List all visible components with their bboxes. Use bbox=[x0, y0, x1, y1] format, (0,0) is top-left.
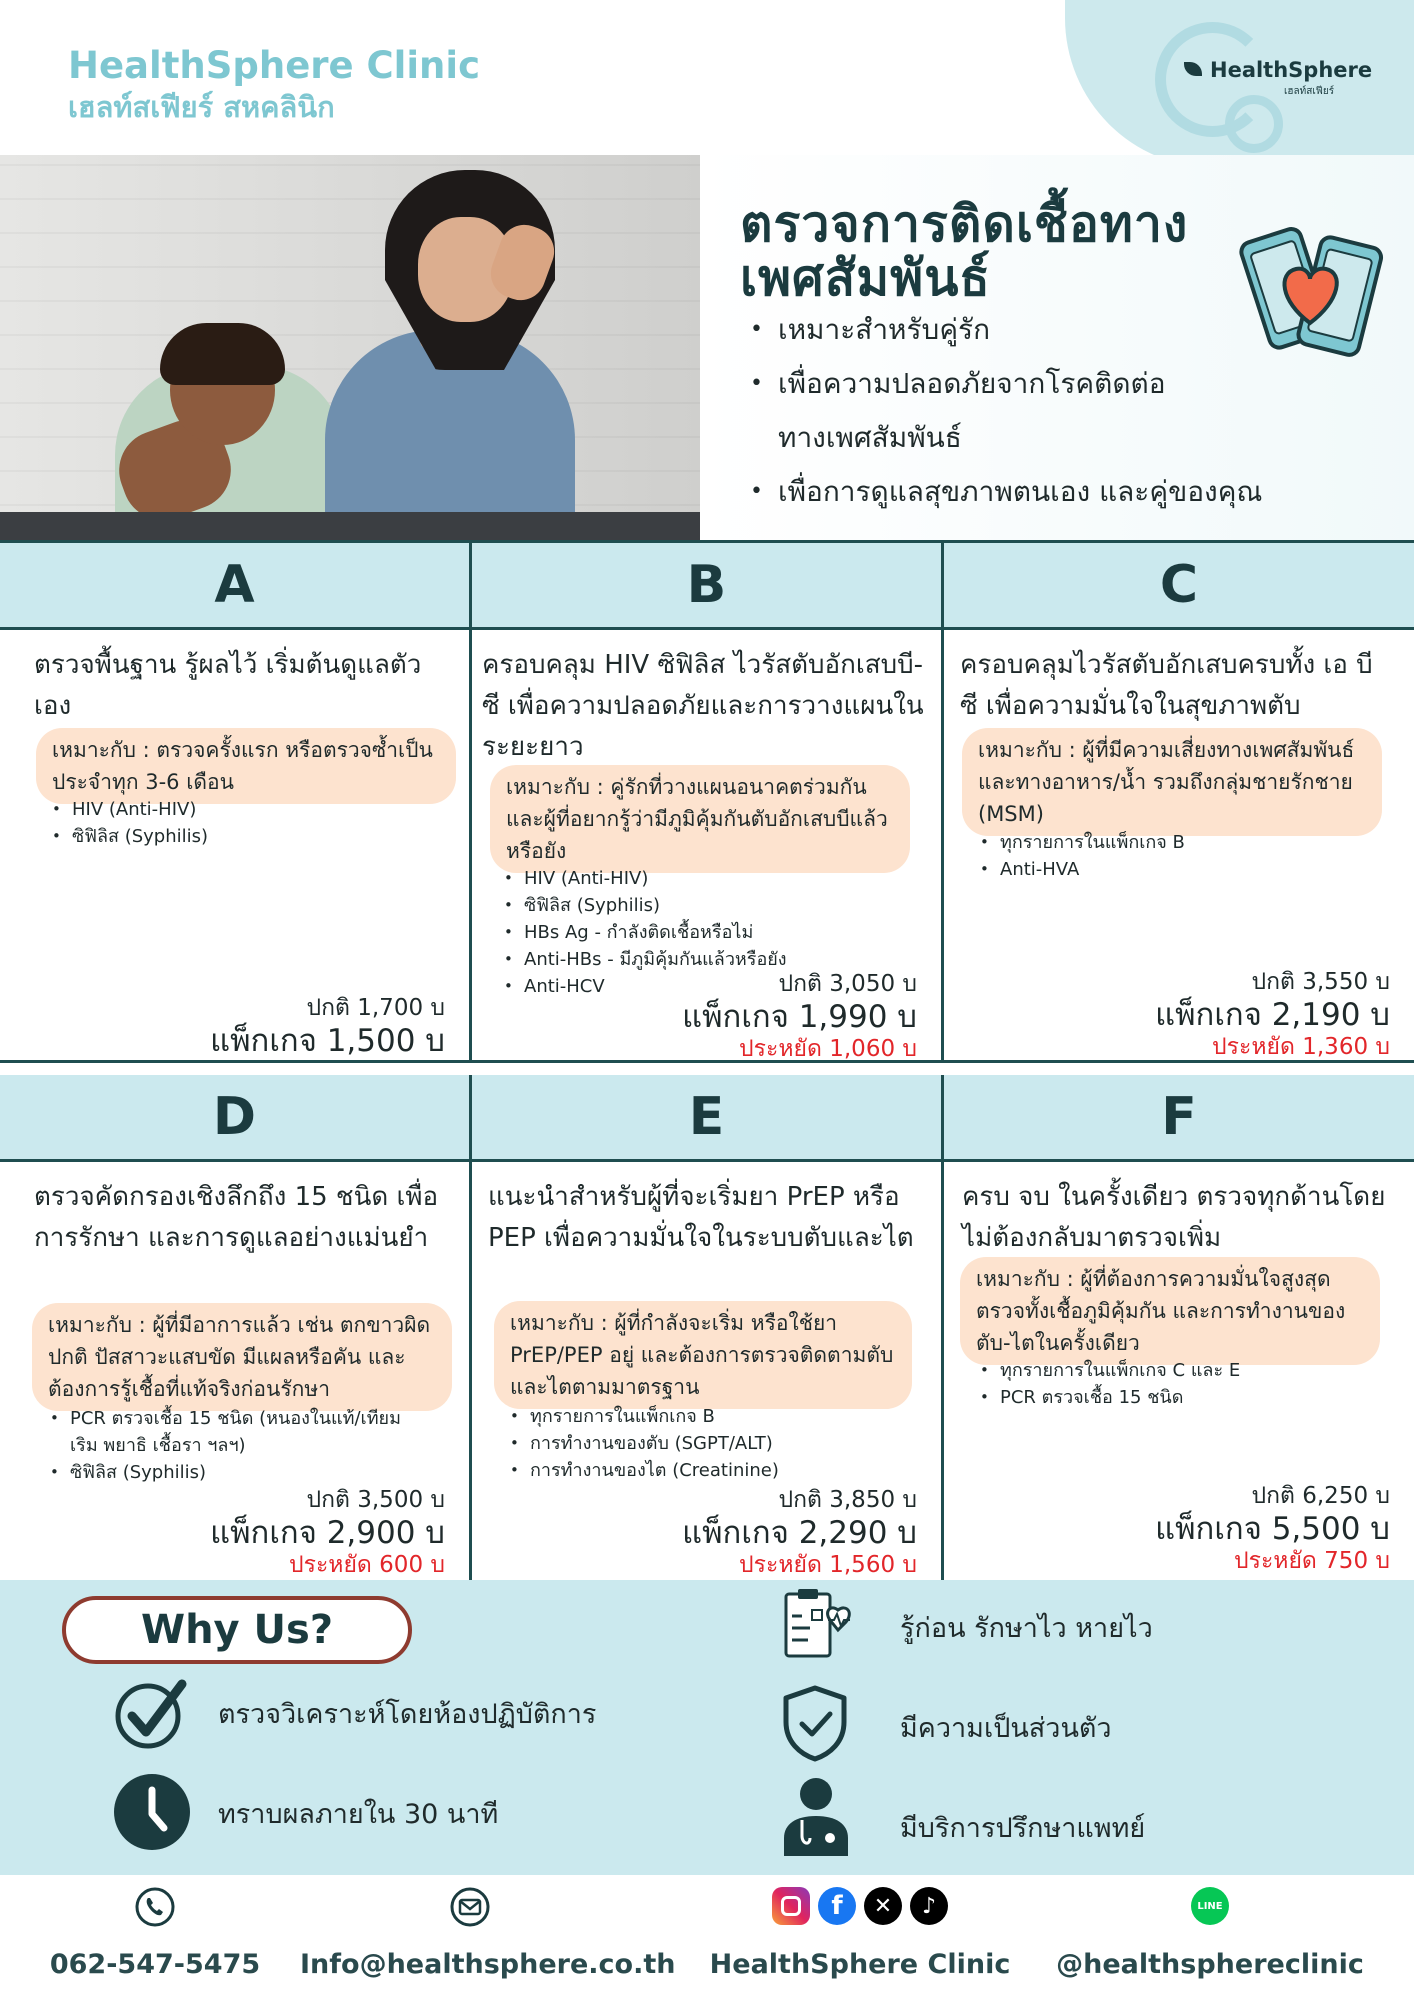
footer-email[interactable] bbox=[300, 1875, 676, 2000]
hero-bullet: • เพื่อความปลอดภัยจากโรคติดต่อ ทางเพศสัมพันธ์ bbox=[750, 357, 1370, 465]
price-box bbox=[1155, 1481, 1390, 1575]
package-suitable: เหมาะกับ : ผู้ที่มีอาการแล้ว เช่น ตกขาวผิดปกติ ปัสสาวะแสบขัด มีแผลหรือคัน และต้องการรู้เชื้อที่แท้จริงก่อนรักษา bbox=[32, 1303, 452, 1411]
price-box bbox=[210, 993, 445, 1059]
clock-icon bbox=[112, 1772, 192, 1852]
normal-price: ปกติ 3,850 บ bbox=[778, 1487, 917, 1513]
social-name[interactable]: HealthSphere Clinic bbox=[709, 1949, 1011, 1980]
hero-title-line1: ตรวจการติดเชื้อทาง bbox=[740, 195, 1189, 253]
package-letter: E bbox=[472, 1075, 941, 1162]
package-item-list bbox=[980, 1357, 1380, 1411]
hero-title-line2: เพศสัมพันธ์ bbox=[740, 249, 991, 307]
list-item: • ทุกรายการในแพ็กเกจ C และ E bbox=[980, 1357, 1380, 1384]
price-box bbox=[1155, 967, 1390, 1061]
package-price: แพ็กเกจ 2,900 บ bbox=[210, 1515, 445, 1551]
why-us-item-30min: ทราบผลภายใน 30 นาที bbox=[218, 1799, 499, 1830]
price-box bbox=[682, 969, 917, 1063]
tiktok-icon[interactable]: ♪ bbox=[910, 1887, 948, 1925]
package-description: ตรวจพื้นฐาน รู้ผลไว้ เริ่มต้นดูแลตัวเอง bbox=[34, 650, 422, 721]
x-icon[interactable]: ✕ bbox=[864, 1887, 902, 1925]
logo-subtext: เฮลท์สเฟียร์ bbox=[1284, 86, 1335, 97]
list-item: • Anti-HVA bbox=[980, 856, 1380, 883]
list-item: • ทุกรายการในแพ็กเกจ B bbox=[510, 1403, 910, 1430]
saving-price: ประหยัด 1,060 บ bbox=[739, 1036, 917, 1062]
list-item: • การทำงานของไต (Creatinine) bbox=[510, 1457, 910, 1484]
price-box bbox=[682, 1485, 917, 1579]
package-description: ครอบคลุมไวรัสตับอักเสบครบทั้ง เอ บี ซี เพื่อความมั่นใจในสุขภาพตับ bbox=[960, 650, 1373, 721]
list-item: • ซิฟิลิส (Syphilis) bbox=[52, 823, 452, 850]
shield-check-icon bbox=[780, 1684, 850, 1762]
doctor-icon bbox=[780, 1776, 852, 1858]
list-item: • ซิฟิลิส (Syphilis) bbox=[50, 1459, 420, 1486]
why-us-title: Why Us? bbox=[62, 1596, 412, 1664]
phone-icon bbox=[135, 1887, 175, 1927]
medical-report-icon bbox=[780, 1586, 860, 1662]
package-price: แพ็กเกจ 1,500 บ bbox=[210, 1023, 445, 1059]
hero-bullet: • เพื่อการดูแลสุขภาพตนเอง และคู่ของคุณ bbox=[750, 465, 1370, 519]
footer-line[interactable] bbox=[1050, 1875, 1370, 2000]
package-item-list bbox=[50, 1405, 420, 1486]
package-item-list bbox=[510, 1403, 910, 1484]
list-item: • HIV (Anti-HIV) bbox=[504, 865, 904, 892]
package-price: แพ็กเกจ 5,500 บ bbox=[1155, 1511, 1390, 1547]
brand-name-en: HealthSphere Clinic bbox=[68, 44, 481, 87]
package-card-f bbox=[944, 1075, 1414, 1583]
facebook-icon[interactable]: f bbox=[818, 1887, 856, 1925]
package-grid bbox=[0, 540, 1414, 1580]
package-letter: C bbox=[944, 543, 1414, 630]
list-item: • Anti-HCV bbox=[504, 973, 904, 1000]
package-description: ครบ จบ ในครั้งเดียว ตรวจทุกด้านโดยไม่ต้องกลับมาตรวจเพิ่ม bbox=[962, 1182, 1386, 1253]
phone-number[interactable]: 062-547-5475 bbox=[49, 1949, 261, 1980]
saving-price: ประหยัด 750 บ bbox=[1233, 1548, 1390, 1574]
why-us-item-privacy: มีความเป็นส่วนตัว bbox=[900, 1713, 1112, 1744]
normal-price: ปกติ 3,500 บ bbox=[306, 1487, 445, 1513]
logo-text: HealthSphere bbox=[1210, 58, 1373, 82]
package-letter: B bbox=[472, 543, 941, 630]
hero-text-panel bbox=[700, 155, 1414, 540]
package-item-list bbox=[52, 796, 452, 850]
package-price: แพ็กเกจ 2,190 บ bbox=[1155, 997, 1390, 1033]
hero-bullet-list bbox=[750, 303, 1370, 519]
why-us-item-consult: มีบริการปรึกษาแพทย์ bbox=[900, 1813, 1146, 1844]
brand-name-th: เฮลท์สเฟียร์ สหคลินิก bbox=[68, 90, 335, 124]
list-item: • ซิฟิลิส (Syphilis) bbox=[504, 892, 904, 919]
list-item: • PCR ตรวจเชื้อ 15 ชนิด bbox=[980, 1384, 1380, 1411]
package-description: ครอบคลุม HIV ซิฟิลิส ไวรัสตับอักเสบบี-ซี เพื่อความปลอดภัยและการวางแผนในระยะยาว bbox=[482, 650, 924, 762]
normal-price: ปกติ 6,250 บ bbox=[1251, 1483, 1390, 1509]
package-description: ตรวจคัดกรองเชิงลึกถึง 15 ชนิด เพื่อการรักษา และการดูแลอย่างแม่นยำ bbox=[34, 1182, 439, 1253]
package-suitable: เหมาะกับ : คู่รักที่วางแผนอนาคตร่วมกัน และผู้ที่อยากรู้ว่ามีภูมิคุ้มกันตับอักเสบบีแล้วหรือยัง bbox=[490, 765, 910, 873]
list-item: • HBs Ag - กำลังติดเชื้อหรือไม่ bbox=[504, 919, 904, 946]
list-item: • Anti-HBs - มีภูมิคุ้มกันแล้วหรือยัง bbox=[504, 946, 904, 973]
package-price: แพ็กเกจ 2,290 บ bbox=[682, 1515, 917, 1551]
package-suitable: เหมาะกับ : ผู้ที่มีความเสี่ยงทางเพศสัมพันธ์และทางอาหาร/น้ำ รวมถึงกลุ่มชายรักชาย (MSM) bbox=[962, 728, 1382, 836]
email-icon bbox=[450, 1887, 490, 1927]
package-card-c bbox=[944, 543, 1414, 1063]
price-box bbox=[210, 1485, 445, 1579]
normal-price: ปกติ 3,550 บ bbox=[1251, 969, 1390, 995]
package-suitable: เหมาะกับ : ตรวจครั้งแรก หรือตรวจซ้ำเป็นประจำทุก 3-6 เดือน bbox=[36, 728, 456, 804]
package-card-e bbox=[472, 1075, 944, 1583]
email-address[interactable]: Info@healthsphere.co.th bbox=[300, 1949, 676, 1980]
list-item: • PCR ตรวจเชื้อ 15 ชนิด (หนองในแท้/เทียม เริม พยาธิ เชื้อรา ฯลฯ) bbox=[50, 1405, 420, 1459]
why-us-item-lab: ตรวจวิเคราะห์โดยห้องปฏิบัติการ bbox=[218, 1699, 597, 1730]
package-suitable: เหมาะกับ : ผู้ที่กำลังจะเริ่ม หรือใช้ยา PrEP/PEP อยู่ และต้องการตรวจติดตามตับและไตตามมาตรฐาน bbox=[494, 1301, 912, 1409]
list-item: • การทำงานของตับ (SGPT/ALT) bbox=[510, 1430, 910, 1457]
list-item: • ทุกรายการในแพ็กเกจ B bbox=[980, 829, 1380, 856]
saving-price: ประหยัด 1,560 บ bbox=[739, 1552, 917, 1578]
normal-price: ปกติ 3,050 บ bbox=[778, 971, 917, 997]
package-card-a bbox=[0, 543, 472, 1063]
normal-price: ปกติ 1,700 บ bbox=[306, 995, 445, 1021]
package-description: แนะนำสำหรับผู้ที่จะเริ่มยา PrEP หรือ PEP เพื่อความมั่นใจในระบบตับและไต bbox=[488, 1182, 914, 1253]
package-suitable: เหมาะกับ : ผู้ที่ต้องการความมั่นใจสูงสุด ตรวจทั้งเชื้อภูมิคุ้มกัน และการทำงานของตับ-ไตในครั้งเดียว bbox=[960, 1257, 1380, 1365]
footer-phone[interactable] bbox=[40, 1875, 270, 2000]
footer bbox=[0, 1875, 1414, 2000]
list-item: • HIV (Anti-HIV) bbox=[52, 796, 452, 823]
package-letter: A bbox=[0, 543, 469, 630]
instagram-icon[interactable] bbox=[772, 1887, 810, 1925]
footer-social bbox=[700, 1875, 1020, 2000]
package-letter: D bbox=[0, 1075, 469, 1162]
hero-bullet: • เหมาะสำหรับคู่รัก bbox=[750, 303, 1370, 357]
package-card-d bbox=[0, 1075, 472, 1583]
line-id[interactable]: @healthsphereclinic bbox=[1056, 1949, 1364, 1980]
logo-ring-small-icon bbox=[1225, 95, 1283, 153]
saving-price: ประหยัด 1,360 บ bbox=[1212, 1034, 1390, 1060]
why-us-item-early: รู้ก่อน รักษาไว หายไว bbox=[900, 1613, 1153, 1644]
package-letter: F bbox=[944, 1075, 1414, 1162]
header bbox=[0, 0, 1414, 155]
why-us-section bbox=[0, 1580, 1414, 1875]
hero-photo bbox=[0, 155, 700, 540]
checkmark-icon bbox=[112, 1678, 188, 1750]
line-icon[interactable]: LINE bbox=[1191, 1887, 1229, 1925]
package-item-list bbox=[980, 829, 1380, 883]
saving-price: ประหยัด 600 บ bbox=[288, 1552, 445, 1578]
package-price: แพ็กเกจ 1,990 บ bbox=[682, 999, 917, 1035]
package-card-b bbox=[472, 543, 944, 1063]
